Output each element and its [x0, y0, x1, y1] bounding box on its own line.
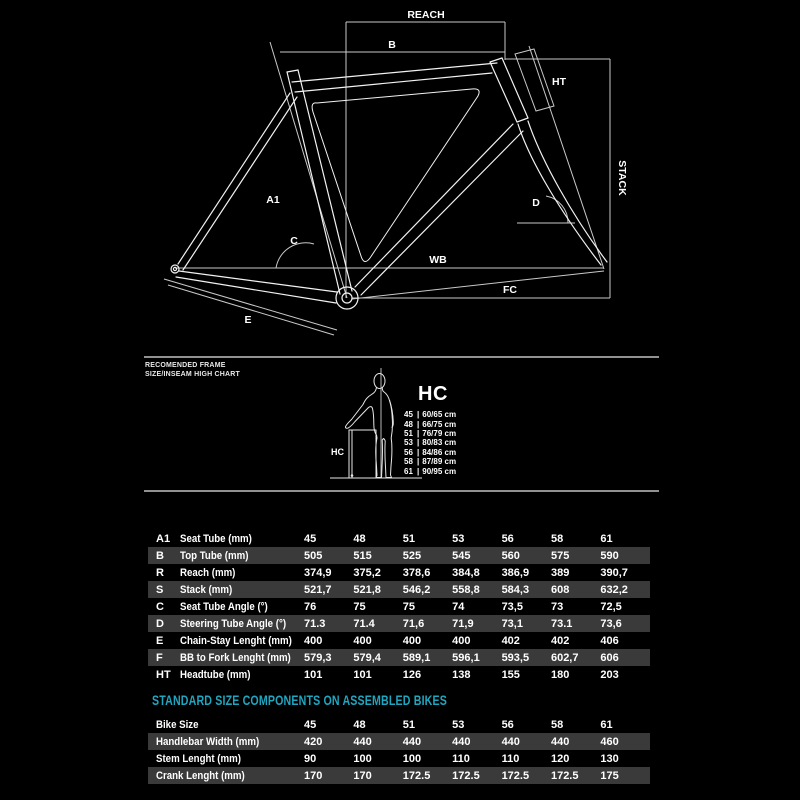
cell-label: Headtube (mm) — [180, 668, 251, 681]
cell-value: 61 — [600, 718, 613, 731]
cell-value: 155 — [501, 668, 520, 681]
table-row — [148, 581, 650, 598]
hc-size-list — [404, 410, 456, 476]
cell-label: Reach (mm) — [180, 566, 236, 579]
caption-line-1: RECOMENDED FRAME — [145, 362, 226, 369]
cell-label: Bike Size — [156, 718, 199, 731]
hc-dimension-label: HC — [331, 447, 344, 457]
hc-inseam-range: 87/89 cm — [422, 457, 457, 467]
cell-label: Handlebar Width (mm) — [156, 735, 260, 748]
label-wb: WB — [429, 254, 447, 266]
cell-value: 100 — [353, 752, 372, 765]
label-e: E — [244, 314, 252, 326]
hc-separator: | — [417, 410, 420, 420]
cell-code: E — [156, 634, 164, 647]
cell-value: 76 — [304, 600, 317, 613]
hc-size-value: 48 — [404, 419, 413, 429]
cell-value: 45 — [304, 532, 317, 545]
cell-value: 608 — [550, 583, 570, 596]
cell-value: 120 — [550, 752, 570, 765]
cell-value: 560 — [501, 549, 520, 562]
cell-value: 440 — [402, 735, 422, 748]
cell-value: 596,1 — [452, 651, 480, 664]
hc-separator: | — [417, 438, 420, 448]
hc-inseam-range: 60/65 cm — [422, 410, 457, 420]
table-row — [148, 666, 650, 683]
cell-value: 101 — [304, 668, 323, 681]
cell-value: 51 — [402, 532, 416, 545]
hc-size-value: 58 — [404, 457, 413, 467]
label-c: C — [290, 235, 298, 247]
cell-value: 75 — [402, 600, 416, 613]
size-chart-caption — [145, 361, 240, 379]
cell-label: Seat Tube (mm) — [180, 532, 252, 545]
cell-value: 400 — [452, 634, 471, 647]
cell-value: 602,7 — [550, 651, 579, 664]
cell-value: 590 — [600, 549, 619, 562]
label-d: D — [532, 197, 540, 209]
cell-value: 45 — [304, 718, 317, 731]
cell-value: 375,2 — [353, 566, 381, 579]
label-stack: STACK — [616, 160, 628, 196]
cell-value: 90 — [304, 752, 317, 765]
table-row — [148, 632, 650, 649]
table-row — [148, 564, 650, 581]
cell-code: C — [156, 600, 164, 613]
cell-value: 110 — [452, 752, 470, 765]
cell-value: 390,7 — [600, 566, 628, 579]
cell-value: 101 — [353, 668, 372, 681]
cell-value: 73.1 — [550, 617, 573, 630]
cell-value: 515 — [353, 549, 372, 562]
cell-code: D — [156, 617, 164, 630]
cell-value: 521,7 — [304, 583, 332, 596]
table-row — [148, 750, 650, 767]
cell-value: 384,8 — [452, 566, 480, 579]
hc-chart-title: HC — [418, 383, 448, 405]
cell-value: 51 — [402, 718, 416, 731]
hc-inseam-range: 76/79 cm — [422, 428, 457, 438]
hc-size-value: 45 — [404, 410, 413, 420]
cell-label: Seat Tube Angle (°) — [180, 600, 268, 613]
cell-value: 632,2 — [600, 583, 628, 596]
label-reach: REACH — [407, 9, 445, 21]
hc-size-value: 61 — [404, 466, 413, 476]
cell-value: 71.4 — [353, 617, 375, 630]
cell-value: 546,2 — [402, 583, 431, 596]
label-b: B — [388, 39, 396, 51]
cell-value: 400 — [402, 634, 422, 647]
cell-value: 525 — [402, 549, 422, 562]
figure-head — [374, 374, 385, 389]
cell-value: 75 — [353, 600, 366, 613]
cell-value: 440 — [452, 735, 471, 748]
hc-inseam-range: 80/83 cm — [422, 438, 457, 448]
label-fc: FC — [503, 284, 517, 296]
cell-value: 575 — [550, 549, 570, 562]
table-row — [148, 716, 650, 733]
hc-separator: | — [417, 457, 420, 467]
cell-value: 402 — [550, 634, 570, 647]
cell-value: 73,5 — [501, 600, 523, 613]
cell-label: Stem Lenght (mm) — [156, 752, 241, 765]
hc-separator: | — [417, 466, 420, 476]
hc-separator: | — [417, 419, 420, 429]
cell-value: 172.5 — [402, 769, 431, 782]
cell-value: 53 — [452, 532, 465, 545]
cell-value: 138 — [452, 668, 471, 681]
cell-value: 579,4 — [353, 651, 381, 664]
caption-line-2: SIZE/INSEAM HIGH CHART — [145, 371, 241, 378]
table-row — [148, 547, 650, 564]
components-title: STANDARD SIZE COMPONENTS ON ASSEMBLED BIKES — [152, 692, 448, 708]
rear-dropout-circle — [171, 265, 179, 273]
divider-bottom — [144, 490, 659, 492]
label-ht: HT — [552, 76, 566, 88]
hc-size-row — [404, 448, 456, 457]
cell-value: 440 — [353, 735, 372, 748]
cell-value: 589,1 — [402, 651, 431, 664]
cell-value: 73,1 — [501, 617, 523, 630]
cell-label: Steering Tube Angle (°) — [180, 617, 287, 630]
cell-value: 73 — [550, 600, 564, 613]
cell-value: 56 — [501, 532, 514, 545]
table-row — [148, 615, 650, 632]
cell-value: 72,5 — [600, 600, 622, 613]
hc-size-row — [404, 410, 456, 419]
figure-body — [345, 388, 392, 478]
cell-value: 110 — [501, 752, 520, 765]
cell-value: 71.3 — [304, 617, 326, 630]
cell-value: 460 — [600, 735, 619, 748]
cell-value: 389 — [550, 566, 570, 579]
hc-separator: | — [417, 428, 420, 438]
hc-size-value: 56 — [404, 447, 413, 457]
cell-value: 378,6 — [402, 566, 431, 579]
cell-value: 203 — [600, 668, 619, 681]
cell-value: 420 — [304, 735, 323, 748]
cell-code: B — [156, 549, 164, 562]
cell-value: 521,8 — [353, 583, 381, 596]
table-row — [148, 649, 650, 666]
cell-value: 545 — [452, 549, 471, 562]
cell-value: 126 — [402, 668, 422, 681]
cell-value: 579,3 — [304, 651, 332, 664]
cell-label: Top Tube (mm) — [180, 549, 249, 562]
cell-code: R — [156, 566, 164, 579]
cell-label: Stack (mm) — [180, 583, 233, 596]
cell-value: 584,3 — [501, 583, 530, 596]
cell-value: 56 — [501, 718, 514, 731]
hc-size-value: 53 — [404, 438, 413, 448]
cell-value: 172.5 — [550, 769, 579, 782]
measurement-box — [349, 430, 376, 478]
label-a1: A1 — [266, 194, 280, 206]
cell-value: 406 — [600, 634, 619, 647]
cell-value: 440 — [550, 735, 570, 748]
hc-size-row — [404, 429, 456, 438]
hc-inseam-range: 66/75 cm — [422, 419, 457, 429]
table-row — [148, 767, 650, 784]
hc-size-row — [404, 457, 456, 466]
cell-value: 73,6 — [600, 617, 622, 630]
cell-value: 71,9 — [452, 617, 474, 630]
cell-label: BB to Fork Lenght (mm) — [180, 651, 291, 664]
bike-frame-drawing — [171, 58, 607, 309]
cell-value: 58 — [550, 718, 564, 731]
cell-code: HT — [156, 668, 171, 681]
hc-size-row — [404, 438, 456, 447]
cell-label: Crank Lenght (mm) — [156, 769, 245, 782]
cell-value: 130 — [600, 752, 619, 765]
cell-value: 558,8 — [452, 583, 480, 596]
cell-value: 374,9 — [304, 566, 332, 579]
table-row — [148, 733, 650, 750]
geometry-table — [148, 530, 650, 683]
cell-value: 58 — [550, 532, 564, 545]
cell-value: 74 — [452, 600, 465, 613]
cell-value: 400 — [353, 634, 372, 647]
cell-value: 71,6 — [402, 617, 425, 630]
diagram-labels — [244, 9, 628, 326]
hc-inseam-range: 90/95 cm — [422, 466, 457, 476]
hc-size-row — [404, 466, 456, 475]
cell-value: 440 — [501, 735, 520, 748]
hc-size-value: 51 — [404, 428, 413, 438]
cell-code: A1 — [156, 532, 171, 545]
cell-value: 170 — [353, 769, 372, 782]
cell-value: 175 — [600, 769, 619, 782]
cell-label: Chain-Stay Lenght (mm) — [180, 634, 292, 647]
cell-value: 170 — [304, 769, 323, 782]
cell-value: 593,5 — [501, 651, 530, 664]
components-table — [148, 716, 650, 784]
cell-value: 386,9 — [501, 566, 530, 579]
hc-size-row — [404, 419, 456, 428]
hc-separator: | — [417, 447, 420, 457]
frame-geometry-diagram — [0, 0, 800, 360]
cell-value: 100 — [402, 752, 422, 765]
divider-top — [144, 356, 659, 358]
cell-value: 48 — [353, 532, 366, 545]
cell-value: 400 — [304, 634, 323, 647]
cell-value: 53 — [452, 718, 465, 731]
cell-code: S — [156, 583, 164, 596]
cell-value: 180 — [550, 668, 570, 681]
cell-value: 48 — [353, 718, 366, 731]
table-row — [148, 598, 650, 615]
cell-code: F — [156, 651, 163, 664]
cell-value: 61 — [600, 532, 613, 545]
cell-value: 606 — [600, 651, 619, 664]
table-row — [148, 530, 650, 547]
hc-inseam-range: 84/86 cm — [422, 447, 457, 457]
cell-value: 172.5 — [452, 769, 480, 782]
cell-value: 172.5 — [501, 769, 530, 782]
cell-value: 402 — [501, 634, 520, 647]
cell-value: 505 — [304, 549, 323, 562]
